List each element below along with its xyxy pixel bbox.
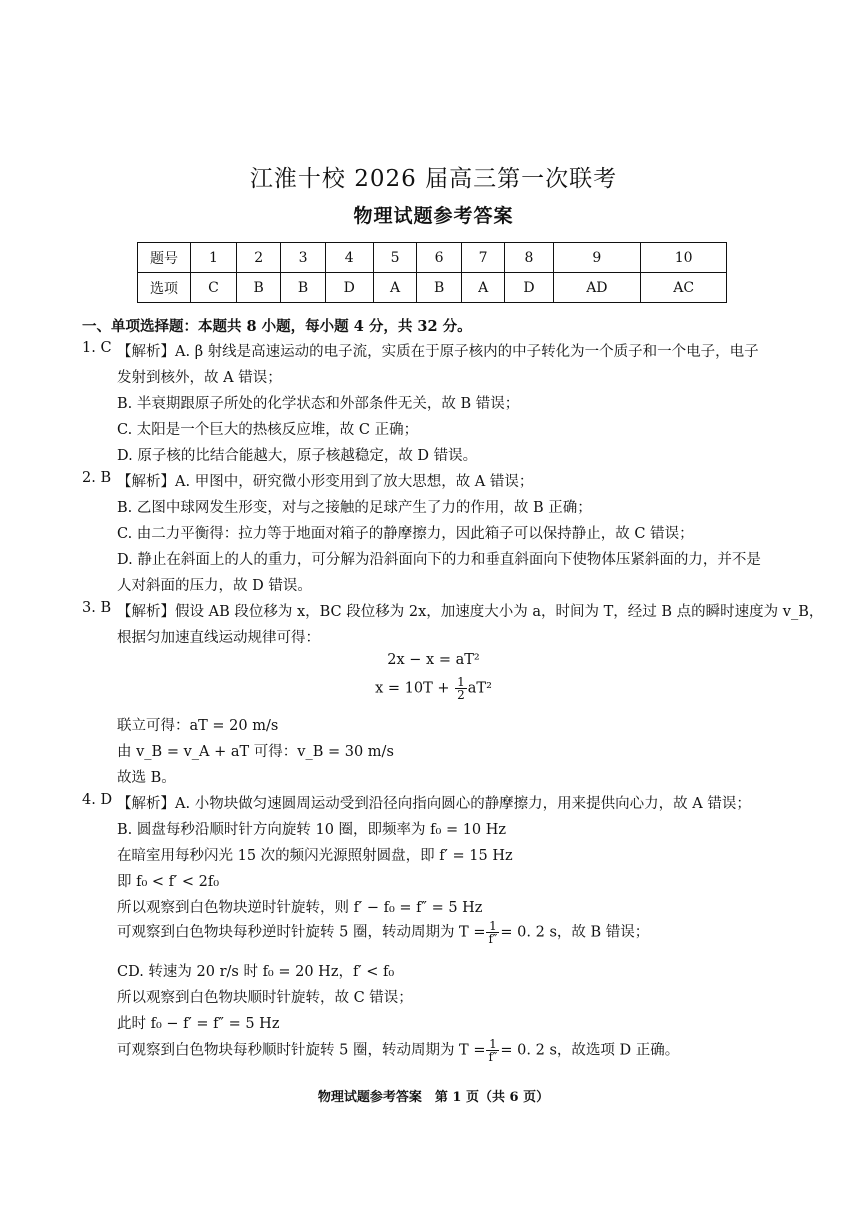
table-row-numbers [138, 243, 727, 273]
table-cell: AC [641, 273, 727, 303]
question-2-number: 2. B [82, 470, 112, 486]
table-cell: A [461, 273, 505, 303]
table-cell: 9 [553, 243, 641, 273]
table-cell: 5 [373, 243, 417, 273]
section-heading: 一、单项选择题：本题共 8 小题，每小题 4 分，共 32 分。 [82, 318, 472, 335]
q3-line: 由 v_B = v_A + aT 可得：v_B = 30 m/s [117, 744, 394, 760]
question-1-number: 1. C [82, 340, 112, 356]
fraction [486, 920, 499, 945]
fraction-numerator: 1 [486, 920, 499, 933]
q4-line-fraction [117, 1038, 679, 1063]
table-cell: A [373, 273, 417, 303]
table-cell: 7 [461, 243, 505, 273]
exam-title: 江淮十校 2026 届高三第一次联考 [249, 166, 618, 192]
fraction-denominator: 2 [457, 688, 465, 702]
table-cell: D [325, 273, 373, 303]
text: 可观察到白色物块每秒逆时针旋转 5 圈，转动周期为 T = [117, 924, 486, 941]
q2-line: B. 乙图中球网发生形变，对与之接触的足球产生了力的作用，故 B 正确； [117, 500, 592, 516]
q3-line: 【解析】假设 AB 段位移为 x，BC 段位移为 2x，加速度大小为 a，时间为 T，经过 B 点的瞬时速度为 v_B， [117, 604, 824, 620]
question-4-number: 4. D [82, 792, 113, 808]
q4-line: 此时 f₀ − f′ = f″ = 5 Hz [117, 1016, 280, 1032]
table-header-number: 题号 [138, 243, 191, 273]
document-subtitle: 物理试题参考答案 [353, 205, 514, 227]
table-header-choice: 选项 [138, 273, 191, 303]
fraction [455, 676, 467, 701]
q3-line: 联立可得：aT = 20 m/s [117, 718, 279, 734]
text: 可观察到白色物块每秒顺时针旋转 5 圈，转动周期为 T = [117, 1042, 486, 1059]
question-3-number: 3. B [82, 600, 112, 616]
text: = 0. 2 s，故选项 D 正确。 [500, 1042, 680, 1059]
fraction-denominator: f″ [488, 1050, 498, 1064]
eq-left: x = 10T + [375, 680, 455, 697]
table-cell: 2 [237, 243, 281, 273]
text: = 0. 2 s，故 B 错误； [500, 924, 650, 941]
q3-line: 根据匀加速直线运动规律可得： [117, 630, 320, 646]
table-cell: 4 [325, 243, 373, 273]
q4-line: B. 圆盘每秒沿顺时针方向旋转 10 圈，即频率为 f₀ = 10 Hz [117, 822, 507, 838]
q4-line: 即 f₀ < f′ < 2f₀ [117, 874, 220, 890]
q4-line: 所以观察到白色物块顺时针旋转，故 C 错误； [117, 990, 413, 1006]
table-cell: C [191, 273, 237, 303]
table-row-choices [138, 273, 727, 303]
fraction-numerator: 1 [486, 1038, 499, 1051]
q1-line: B. 半衰期跟原子所处的化学状态和外部条件无关，故 B 错误； [117, 396, 520, 412]
q1-line: 发射到核外，故 A 错误； [117, 370, 282, 386]
q2-line: C. 由二力平衡得：拉力等于地面对箱子的静摩擦力，因此箱子可以保持静止，故 C 错误； [117, 526, 694, 542]
table-cell: 10 [641, 243, 727, 273]
q1-line: D. 原子核的比结合能越大，原子核越稳定，故 D 错误。 [117, 448, 478, 464]
table-cell: B [417, 273, 461, 303]
q2-line: D. 静止在斜面上的人的重力，可分解为沿斜面向下的力和垂直斜面向下使物体压紧斜面的力，并不是 [117, 552, 761, 568]
q3-equation-1: 2x − x = aT² [387, 652, 480, 668]
table-cell: D [505, 273, 553, 303]
q4-line: CD. 转速为 20 r/s 时 f₀ = 20 Hz，f′ < f₀ [117, 964, 395, 980]
table-cell: AD [553, 273, 641, 303]
q4-line: 所以观察到白色物块逆时针旋转，则 f′ − f₀ = f″ = 5 Hz [117, 900, 483, 916]
page-footer: 物理试题参考答案 第 1 页（共 6 页） [317, 1090, 550, 1105]
q1-line: C. 太阳是一个巨大的热核反应堆，故 C 正确； [117, 422, 419, 438]
fraction [486, 1038, 499, 1063]
q3-equation-2 [0, 676, 867, 701]
table-cell: B [237, 273, 281, 303]
answer-table [137, 242, 727, 303]
q4-line-fraction [117, 920, 649, 945]
q2-line: 【解析】A. 甲图中，研究微小形变用到了放大思想，故 A 错误； [117, 474, 534, 490]
eq-right: aT² [467, 680, 492, 697]
q4-line: 在暗室用每秒闪光 15 次的频闪光源照射圆盘，即 f′ = 15 Hz [117, 848, 513, 864]
table-cell: 6 [417, 243, 461, 273]
table-cell: 8 [505, 243, 553, 273]
q1-line: 【解析】A. β 射线是高速运动的电子流，实质在于原子核内的中子转化为一个质子和一个电子，电子 [117, 344, 759, 360]
table-cell: 3 [281, 243, 325, 273]
fraction-numerator: 1 [457, 675, 465, 689]
table-cell: 1 [191, 243, 237, 273]
q4-line: 【解析】A. 小物块做匀速圆周运动受到沿径向指向圆心的静摩擦力，用来提供向心力，故 A 错误； [117, 796, 751, 812]
table-cell: B [281, 273, 325, 303]
fraction-denominator: f″ [488, 932, 498, 946]
q2-line: 人对斜面的压力，故 D 错误。 [117, 578, 312, 594]
q3-line: 故选 B。 [117, 770, 176, 786]
